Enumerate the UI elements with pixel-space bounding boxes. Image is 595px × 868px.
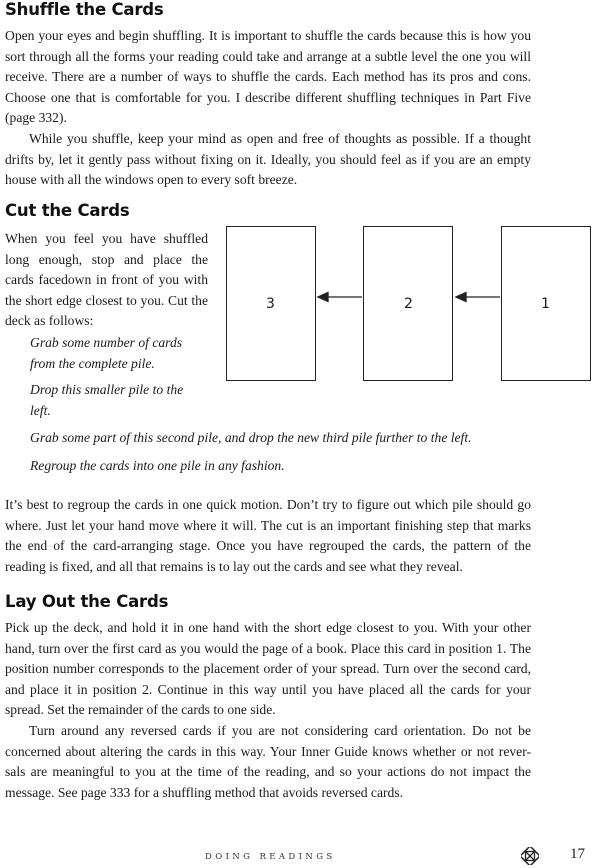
celtic-knot-icon — [521, 847, 539, 865]
heading-shuffle: Shuffle the Cards — [5, 0, 164, 19]
heading-cut: Cut the Cards — [5, 201, 130, 220]
cut-step-2: Drop this smaller pile to the left. — [30, 382, 184, 418]
card-label-3: 3 — [266, 296, 275, 312]
page-number: 17 — [570, 846, 585, 862]
layout-paragraph-2: Turn around any reversed cards if you are not considering card orientation. Do not be concerned about altering the cards in this way. Your Inner Guide knows whether or not rever-sals are meaningful to you at the time of the reading, and so your actions do not impact the message. See page 333 for a shuffling method that avoids reversed cards. — [5, 723, 531, 800]
shuffle-paragraph-1: Open your eyes and begin shuffling. It is important to shuffle the cards because this is how you sort through all the forms your reading could take and arrange at a subtle level the one you will receive. There are a number of ways to shuffle the cards. Each method has its pros and cons. Choose one that is comfortable for you. I describe different shuffling techniques in Part Five (page 332). — [5, 28, 531, 125]
card-label-1: 1 — [541, 296, 550, 312]
cut-step-4: Regroup the cards into one pile in any fashion. — [30, 458, 285, 473]
arrowhead-2-to-3 — [318, 293, 328, 302]
cut-step-3: Grab some part of this second pile, and drop the new third pile further to the left. — [30, 430, 472, 445]
heading-layout: Lay Out the Cards — [5, 592, 169, 611]
card-label-2: 2 — [404, 296, 413, 312]
shuffle-paragraph-2: While you shuffle, keep your mind as open and free of thoughts as possible. If a thought drifts by, let it gently pass without fixing on it. Ideally, you should feel as if you are an empty house with all the windows open to every soft breeze. — [5, 131, 531, 187]
layout-paragraph-1: Pick up the deck, and hold it in one hand with the short edge closest to you. With your other hand, turn over the first card as you would the page of a book. Place this card in position 1. The position number corresponds to the placement order of your spread. Turn over the second card, and place it in position 2. Continue in this way until you have placed all the cards for your spread. Set the remainder of the cards to one side. — [5, 620, 531, 717]
cut-after-paragraph: It’s best to regroup the cards in one quick motion. Don’t try to figure out which pile should go where. Just let your hand move where it will. The cut is an important finishing step that marks the end of the card-arranging stage. Once you have regrouped the cards, the pattern of the reading is fixed, and all that remains is to lay out the cards and see what they reveal. — [5, 497, 531, 574]
arrowhead-1-to-2 — [456, 293, 466, 302]
running-head: DOING READINGS — [205, 852, 336, 862]
cut-intro-paragraph: When you feel you have shuffled long enough, stop and place the cards facedown in front of you with the short edge closest to you. Cut the deck as follows: — [5, 231, 208, 328]
cut-step-1: Grab some number of cards from the complete pile. — [30, 335, 183, 371]
